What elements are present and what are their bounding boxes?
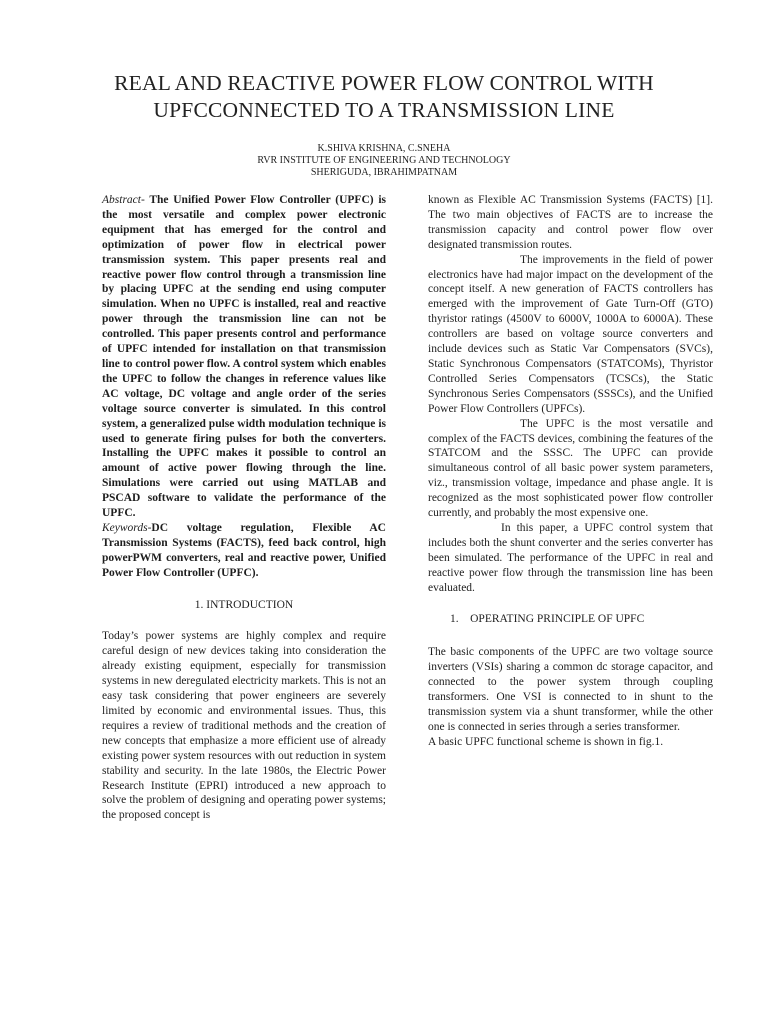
facts-paragraph: known as Flexible AC Transmission Systems (FACTS) [1]. The two main objectives of FACTS are to increase the transmission capacity and control power flow over designated transmission routes. [428, 194, 713, 251]
power-electronics-paragraph: The improvements in the field of power electronics have had major impact on the development of the concept itself. A new generation of FACTS controllers has emerged with the improvement of Gate Turn-Off (GTO) thyristor ratings (4500V to 6000V, 1000A to 6000A). These controllers are based on voltage source converters and include devices such as Static Var Compensators (SVCs), Static Synchronous Compensators (STATCOMs), Thyristor Controlled Series Compensators (TCSCs), the Static Synchronous Series Compensators (SSSCs), and the Unified Power Flow Controllers (UPFCs). [428, 253, 713, 415]
abstract-paragraph [102, 193, 386, 521]
keywords-paragraph [102, 521, 386, 581]
title-line-1: REAL AND REACTIVE POWER FLOW CONTROL WITH [114, 71, 654, 95]
left-column [102, 193, 386, 823]
operating-principle-heading: 1. OPERATING PRINCIPLE OF UPFC [450, 613, 645, 626]
paper-scope-paragraph: In this paper, a UPFC control system that includes both the shunt converter and the series converter has been simulated. The performance of the UPFC in real and reactive power flow through the transmission line has been evaluated. [428, 521, 713, 594]
introduction-paragraph: Today’s power systems are highly complex and require careful design of new devices taking into consideration the already existing equipment, especially for transmission systems in new deregulated electricity markets. This is not an easy task considering that power engineers are severely limited by economic and environmental issues. Thus, this requires a review of traditional methods and the creation of new concepts that emphasize a more efficient use of already existing power system resources with out reduction in system stability and security. In the late 1980s, the Electric Power Research Institute (EPRI) introduced a new approach to solve the problem of designing and operating power systems; the proposed concept is [102, 630, 386, 822]
author-block [40, 143, 728, 179]
author-institute: RVR INSTITUTE OF ENGINEERING AND TECHNOLOGY [257, 155, 511, 166]
abstract-label: Abstract- [102, 194, 145, 206]
keywords-label: Keywords- [102, 521, 152, 534]
title-line-2: UPFCCONNECTED TO A TRANSMISSION LINE [153, 98, 615, 122]
paper-title [40, 70, 728, 124]
author-names: K.SHIVA KRISHNA, C.SNEHA [317, 143, 451, 154]
operating-principle-paragraph: The basic components of the UPFC are two voltage source inverters (VSIs) sharing a common dc storage capacitor, and connected to the power system through coupling transformers. One VSI is connected to in shunt to the transmission system via a shunt transformer, while the other one is connected in series through a series transformer. [428, 646, 713, 733]
upfc-versatile-paragraph: The UPFC is the most versatile and complex of the FACTS devices, combining the features of the STATCOM and the SSSC. The UPFC can provide simultaneous control of all basic power system parameters, viz., transmission voltage, impedance and phase angle. It is recognized as the most sophisticated power flow controller currently, and probably the most expensive one. [428, 417, 713, 520]
keywords-text: DC voltage regulation, Flexible AC Transmission Systems (FACTS), feed back control, high powerPWM converters, real and reactive power, Unified Power Flow Controller (UPFC). [102, 521, 386, 579]
functional-scheme-paragraph: A basic UPFC functional scheme is shown in fig.1. [428, 735, 664, 748]
abstract-text: The Unified Power Flow Controller (UPFC) is the most versatile and complex power electronic equipment that has emerged for the control and optimization of power flow in electrical power transmission system. This paper presents real and reactive power flow control through a transmission line by placing UPFC at the sending end using computer simulation. When no UPFC is installed, real and reactive power through the transmission line can not be controlled. This paper presents control and performance of UPFC intended for installation on that transmission line to control power flow. A control system which enables the UPFC to follow the changes in reference values like AC voltage, DC voltage and angle order of the series voltage source converter is simulated. In this control system, a generalized pulse width modulation technique is used to generate firing pulses for both the converters. Installing the UPFC makes it possible to control an amount of active power flowing through the line. Simulations were carried out using MATLAB and PSCAD software to validate the performance of the UPFC. [102, 194, 386, 520]
right-column [428, 193, 713, 750]
author-location: SHERIGUDA, IBRAHIMPATNAM [310, 167, 458, 178]
introduction-heading: 1. INTRODUCTION [194, 598, 294, 611]
